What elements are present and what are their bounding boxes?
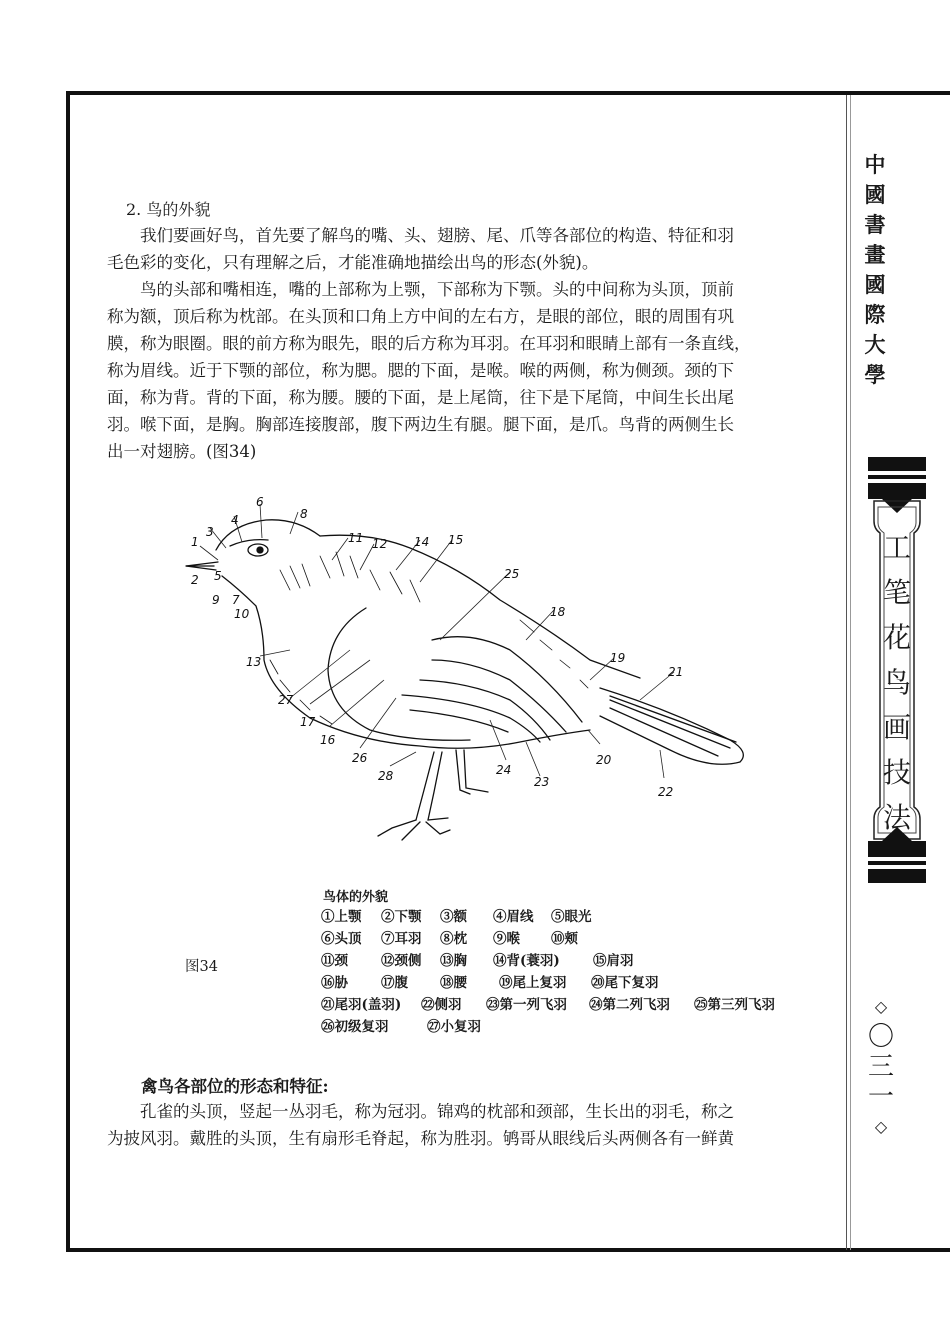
legend-row — [321, 950, 775, 972]
legend-item: ⑱腰 — [440, 975, 467, 991]
school-char: 中 — [864, 152, 886, 177]
bird-part-number: 20 — [596, 753, 612, 767]
legend-item: ⑯胁 — [321, 975, 348, 991]
book-title-char: 笔 — [882, 576, 911, 609]
section-heading: 2. 鸟的外貌 — [126, 200, 211, 219]
bird-part-number: 18 — [550, 605, 566, 619]
legend-item: ⑳尾下复羽 — [591, 975, 659, 991]
page-number-char: 〇 — [867, 1022, 894, 1052]
bird-part-number: 1 — [191, 535, 199, 549]
legend-item: ㉔第二列飞羽 — [589, 997, 670, 1013]
text-line: 鸟的头部和嘴相连，嘴的上部称为上颚，下部称为下颚。头的中间称为头顶，顶前 — [140, 280, 734, 299]
legend-item: ⑦耳羽 — [381, 931, 422, 947]
bird-part-number: 21 — [668, 665, 684, 679]
figure-legend — [321, 906, 775, 1038]
school-char: 畫 — [864, 242, 886, 267]
paragraph-features — [107, 1098, 819, 1152]
legend-item: ⑰腹 — [381, 975, 408, 991]
legend-item: ⑪颈 — [321, 953, 348, 969]
bird-part-number: 9 — [212, 593, 220, 607]
legend-row — [321, 906, 775, 928]
bird-anatomy-illustration — [170, 490, 790, 860]
bird-part-number: 4 — [231, 513, 239, 527]
book-title-char: 鸟 — [882, 666, 911, 699]
legend-item: ⑤眼光 — [551, 909, 592, 925]
text-line: 称为眉线。近于下颚的部位，称为腮。腮的下面，是喉。喉的两侧，称为侧颈。颈的下 — [107, 361, 734, 380]
school-char: 大 — [864, 332, 886, 357]
bird-part-number: 17 — [300, 715, 316, 729]
school-name-vertical — [855, 150, 895, 390]
legend-item: ②下颚 — [381, 909, 422, 925]
book-title-char: 技 — [882, 756, 911, 789]
legend-item: ㉕第三列飞羽 — [694, 997, 775, 1013]
text-line: 膜，称为眼圈。眼的前方称为眼先，眼的后方称为耳羽。在耳羽和眼睛上部有一条直线， — [107, 334, 751, 353]
book-title-char: 花 — [882, 621, 911, 654]
legend-item: ⑨喉 — [493, 931, 520, 947]
legend-item: ⑧枕 — [440, 931, 467, 947]
bird-part-number: 10 — [234, 607, 250, 621]
diamond-ornament-icon: ◇ — [874, 997, 888, 1016]
legend-item: ⑥头顶 — [321, 931, 362, 947]
bird-part-number: 16 — [320, 733, 336, 747]
book-title-char: 画 — [882, 711, 911, 744]
text-line: 称为额，顶后称为枕部。在头顶和口角上方中间的左右方，是眼的部位，眼的周围有巩 — [107, 307, 734, 326]
legend-item: ㉖初级复羽 — [321, 1019, 389, 1035]
legend-row — [321, 994, 775, 1016]
bird-part-number: 28 — [378, 769, 394, 783]
paragraph-anatomy — [107, 276, 819, 465]
school-char: 國 — [864, 272, 886, 297]
legend-item: ①上颚 — [321, 909, 362, 925]
bird-part-number: 12 — [372, 537, 388, 551]
legend-item: ⑩颊 — [551, 931, 578, 947]
text-line: 出一对翅膀。(图34) — [107, 442, 257, 461]
bird-part-number: 2 — [191, 573, 199, 587]
bird-part-number: 19 — [610, 651, 626, 665]
sidebar-divider-inner — [850, 95, 851, 1250]
bird-part-number: 24 — [496, 763, 512, 777]
bird-part-number: 5 — [214, 569, 222, 583]
text-line: 羽。喉下面，是胸。胸部连接腹部，腹下两边生有腿。腿下面，是爪。鸟背的两侧生长 — [107, 415, 734, 434]
page-number-vertical — [861, 992, 901, 1142]
legend-item: ⑬胸 — [440, 953, 467, 969]
figure-label: 图34 — [185, 959, 218, 975]
legend-item: ㉑尾羽(盖羽) — [321, 997, 402, 1013]
legend-row — [321, 928, 775, 950]
bird-part-number: 25 — [504, 567, 520, 581]
bird-part-number: 26 — [352, 751, 368, 765]
legend-row — [321, 1016, 775, 1038]
bird-part-number: 8 — [300, 507, 308, 521]
section-subheading: 禽鸟各部位的形态和特征: — [141, 1077, 329, 1096]
bird-part-number: 6 — [256, 495, 264, 509]
bird-part-number: 15 — [448, 533, 464, 547]
book-title-char: 工 — [882, 531, 911, 564]
legend-item: ㉒侧羽 — [421, 997, 462, 1013]
legend-item: ㉗小复羽 — [427, 1019, 481, 1035]
school-char: 學 — [864, 362, 886, 387]
school-char: 際 — [864, 302, 886, 327]
bird-part-number: 11 — [348, 531, 364, 545]
legend-item: ④眉线 — [493, 909, 534, 925]
text-line: 孔雀的头顶，竖起一丛羽毛，称为冠羽。锦鸡的枕部和颈部，生长出的羽毛，称之 — [140, 1102, 734, 1121]
text-line: 我们要画好鸟，首先要了解鸟的嘴、头、翅膀、尾、爪等各部位的构造、特征和羽 — [140, 226, 734, 245]
bird-part-number: 22 — [658, 785, 674, 799]
legend-row — [321, 972, 775, 994]
paragraph-intro — [107, 222, 819, 276]
school-char: 國 — [864, 182, 886, 207]
text-line: 面，称为背。背的下面，称为腰。腰的下面，是上尾筒，往下是下尾筒，中间生长出尾 — [107, 388, 734, 407]
page-number-char: 三 — [867, 1052, 894, 1082]
legend-item: ⑭背(蓑羽) — [493, 953, 560, 969]
diamond-ornament-icon: ◇ — [874, 1117, 888, 1136]
bird-part-number: 27 — [278, 693, 294, 707]
text-line: 毛色彩的变化，只有理解之后，才能准确地描绘出鸟的形态(外貌)。 — [107, 253, 599, 272]
legend-item: ③额 — [440, 909, 467, 925]
legend-item: ⑫颈侧 — [381, 953, 422, 969]
book-title-vertical — [866, 525, 928, 840]
legend-item: ⑮肩羽 — [593, 953, 634, 969]
legend-item: ㉓第一列飞羽 — [486, 997, 567, 1013]
book-title-char: 法 — [882, 801, 911, 834]
school-char: 書 — [864, 212, 886, 237]
figure-caption-title: 鸟体的外貌 — [323, 890, 389, 905]
legend-item: ⑲尾上复羽 — [499, 975, 567, 991]
page-number-char: 一 — [867, 1082, 894, 1112]
bird-part-number: 7 — [232, 593, 240, 607]
bird-part-number: 23 — [534, 775, 550, 789]
text-line: 为披风羽。戴胜的头顶，生有扇形毛脊起，称为胜羽。鸲哥从眼线后头两侧各有一鲜黄 — [107, 1129, 734, 1148]
bird-part-number: 3 — [206, 525, 214, 539]
bird-part-number: 14 — [414, 535, 430, 549]
bird-part-number: 13 — [246, 655, 262, 669]
sidebar-divider — [846, 95, 847, 1250]
